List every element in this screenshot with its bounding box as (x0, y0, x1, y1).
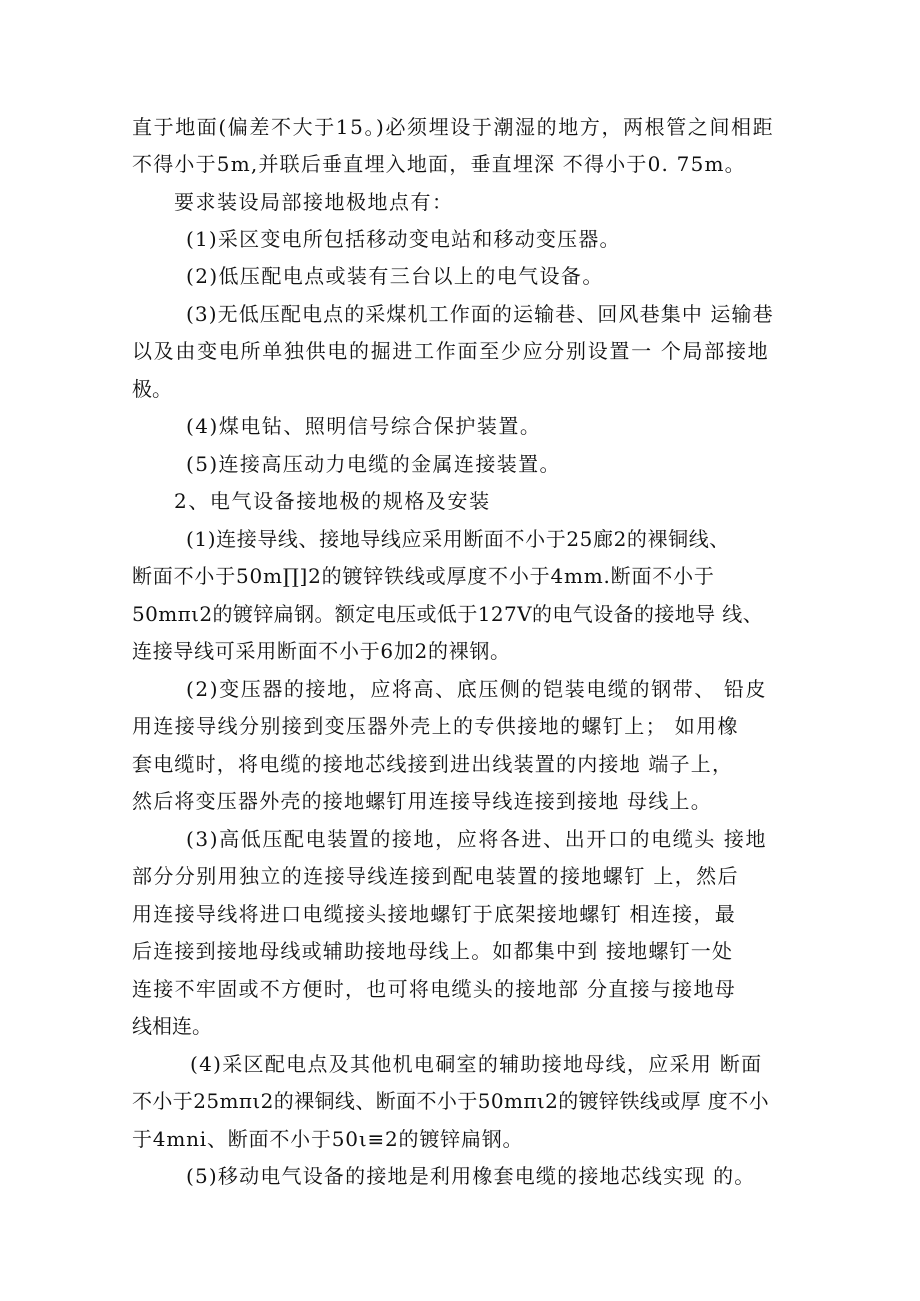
text-line: (4)采区配电点及其他机电硐室的辅助接地母线，应采用 断面 (190, 1052, 763, 1076)
text-line: 要求装设局部接地极地点有： (174, 190, 454, 214)
text-line: 用连接导线分别接到变压器外壳上的专供接地的螺钉上； 如用橡 (132, 714, 739, 738)
text-line: 连接不牢固或不方便时，也可将电缆头的接地部 分直接与接地母 (132, 977, 737, 1001)
text-line: 后连接到接地母线或辅助接地母线上。如都集中到 接地螺钉一处 (132, 939, 734, 963)
text-line: 线相连。 (132, 1014, 212, 1038)
text-line: (1)连接导线、接地导线应采用断面不小于25廊2的裸铜线、 (186, 527, 730, 551)
text-line: 极。 (132, 377, 172, 401)
text-line: 然后将变压器外壳的接地螺钉用连接导线连接到接地 母线上。 (132, 789, 712, 813)
text-line: 直于地面(偏差不大于15。)必须埋设于潮湿的地方，两根管之间相距 (132, 115, 775, 139)
text-line: (3)无低压配电点的采煤机工作面的运输巷、回风巷集中 运输巷 (186, 302, 774, 326)
text-line: (5)连接高压动力电缆的金属连接装置。 (186, 452, 561, 476)
text-line: 不得小于5m,并联后垂直埋入地面，垂直埋深 不得小于0. 75m。 (132, 152, 746, 176)
text-line: 不小于25mπι2的裸铜线、断面不小于50mπι2的镀锌铁线或厚 度不小 (132, 1089, 770, 1113)
text-line: 于4mni、断面不小于50ι≡2的镀锌扁钢。 (132, 1127, 524, 1151)
text-line: (4)煤电钻、照明信号综合保护装置。 (186, 414, 542, 438)
text-line: 以及由变电所单独供电的掘进工作面至少应分别设置一 个局部接地 (132, 339, 770, 363)
text-line: 连接导线可采用断面不小于6加2的裸钢。 (132, 639, 511, 663)
text-line: (5)移动电气设备的接地是利用橡套电缆的接地芯线实现 的。 (186, 1164, 756, 1188)
text-line: (3)高低压配电装置的接地，应将各进、出开口的电缆头 接地 (186, 827, 768, 851)
text-line: 断面不小于50m∏]2的镀锌铁线或厚度不小于4mm.断面不小于 (132, 564, 715, 588)
text-line: 50mπι2的镀锌扁钢。额定电压或低于127V的电气设备的接地导 线、 (132, 602, 764, 626)
text-line: (2)低压配电点或装有三台以上的电气设备。 (186, 264, 604, 288)
text-line: (2)变压器的接地，应将高、底压侧的铠装电缆的钢带、 铅皮 (186, 677, 768, 701)
text-line: (1)采区变电所包括移动变电站和移动变压器。 (186, 227, 621, 251)
text-line: 用连接导线将进口电缆接头接地螺钉于底架接地螺钉 相连接，最 (132, 902, 737, 926)
section-heading: 2、电气设备接地极的规格及安装 (174, 489, 491, 513)
text-line: 套电缆时，将电缆的接地芯线接到进出线装置的内接地 端子上， (132, 752, 734, 776)
text-line: 部分分别用独立的连接导线连接到配电装置的接地螺钉 上，然后 (132, 864, 739, 888)
